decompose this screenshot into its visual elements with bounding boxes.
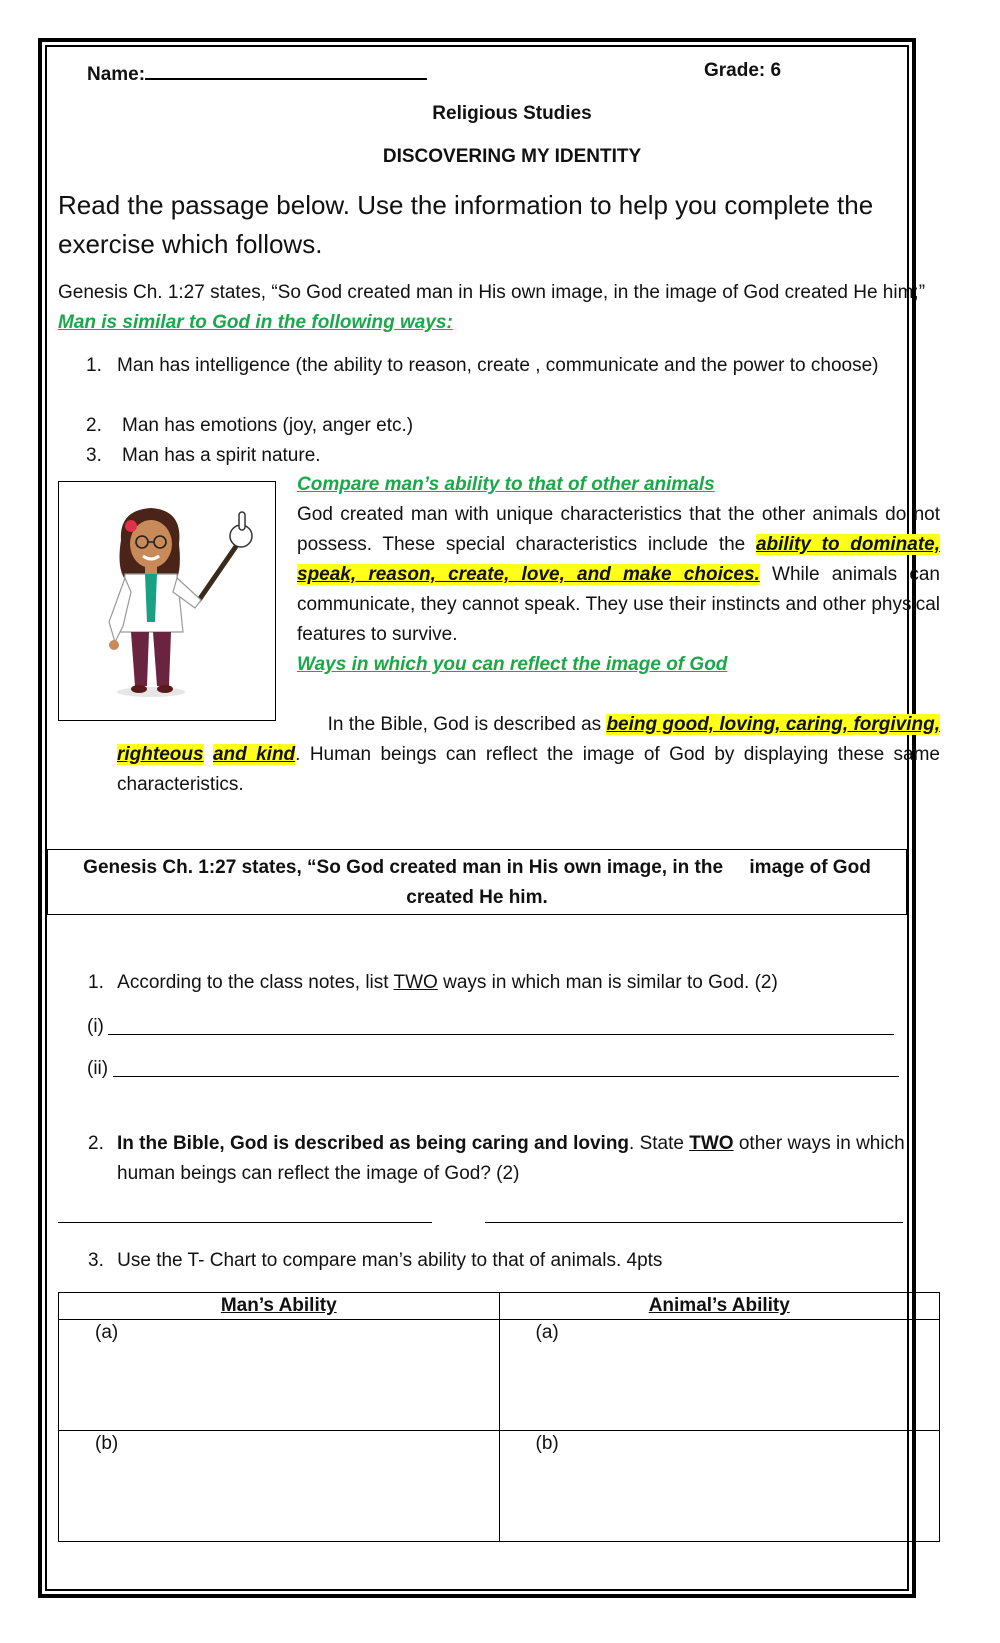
question-1-text-a: According to the class notes, list (117, 972, 394, 993)
row-label: (b) (535, 1433, 559, 1454)
reflect-text-a: In the Bible, God is described as (327, 714, 607, 735)
question-1-emphasis: TWO (393, 972, 438, 993)
row-label: (a) (95, 1322, 119, 1343)
answer-ii-label: (ii) (87, 1058, 109, 1079)
reflect-highlight-1: being good, loving, caring, forgiving, (606, 714, 940, 735)
reflect-line-1 (297, 710, 940, 740)
question-1 (88, 968, 938, 998)
way-item-3 (86, 441, 940, 471)
reflect-highlight-2: righteous (117, 744, 204, 765)
question-2-text (117, 1129, 908, 1189)
compare-text-a: God created man with unique characteristics that the other animals do not possess. These special characteristics include the (297, 504, 940, 555)
name-field[interactable] (87, 60, 427, 86)
question-2 (88, 1129, 908, 1189)
compare-text-b: While animals can communicate, they cannot speak. They use their instincts and other physical features to survive. (297, 564, 940, 645)
reflect-heading (297, 650, 940, 680)
question-2-emphasis: TWO (689, 1133, 734, 1154)
instructions: Read the passage below. Use the information to help you complete the exercise which follows. (58, 190, 874, 259)
banner-line-2: created He him. (406, 887, 548, 908)
answer-2a-line[interactable] (58, 1222, 432, 1223)
question-1-text-b: ways in which man is similar to God. (2) (437, 972, 778, 993)
t-chart (58, 1292, 940, 1542)
banner-line-1: Genesis Ch. 1:27 states, “So God created man in His own image, in the image of God (83, 857, 871, 878)
way-item-2 (86, 411, 940, 441)
t-chart-cell-animal-b[interactable] (499, 1431, 940, 1542)
question-number: 1. (88, 972, 104, 993)
question-number: 2. (88, 1133, 104, 1154)
row-label: (a) (535, 1322, 559, 1343)
genesis-intro (58, 278, 940, 338)
question-2-text-a: . State (629, 1133, 690, 1154)
similar-heading: Man is similar to God in the following ways: (58, 312, 453, 333)
question-3 (88, 1246, 938, 1276)
page-title: DISCOVERING MY IDENTITY (382, 146, 642, 167)
t-chart-header-man: Man’s Ability (59, 1293, 500, 1320)
subject-title: Religious Studies (432, 103, 592, 124)
question-2-bold: In the Bible, God is described as being caring and loving (117, 1133, 630, 1154)
way-number: 1. (86, 355, 102, 376)
question-3-text: Use the T- Chart to compare man’s ability to that of animals. 4pts (117, 1250, 663, 1271)
way-text: Man has a spirit nature. (122, 445, 321, 466)
compare-paragraph (297, 500, 940, 650)
way-text: Man has intelligence (the ability to reason, create , communicate and the power to choose) (117, 355, 879, 376)
genesis-banner (47, 849, 907, 915)
teacher-illustration-frame (58, 481, 276, 721)
name-blank[interactable] (145, 60, 427, 80)
answer-2b-line[interactable] (485, 1222, 903, 1223)
genesis-quote: Genesis Ch. 1:27 states, “So God created man in His own image, in the image of God created He him;” (58, 282, 926, 303)
name-label: Name: (87, 64, 146, 85)
compare-highlight: ability to dominate, speak, reason, create, love, and make choices. (297, 534, 940, 585)
t-chart-header-animal: Animal’s Ability (499, 1293, 940, 1320)
question-number: 3. (88, 1250, 104, 1271)
reflect-heading-text: Ways in which you can reflect the image of God (297, 654, 728, 675)
row-label: (b) (95, 1433, 119, 1454)
t-chart-cell-man-a[interactable] (59, 1320, 500, 1431)
t-chart-cell-man-b[interactable] (59, 1431, 500, 1542)
teacher-with-pointer-icon (59, 482, 274, 719)
answer-i-label: (i) (87, 1016, 104, 1037)
way-number: 3. (86, 445, 102, 466)
question-2-text-b: other ways in which human beings can reflect the image of God? (2) (117, 1133, 905, 1184)
way-item-1 (86, 351, 940, 381)
reflect-line-2 (117, 740, 940, 800)
reflect-text-b: . Human beings can reflect the image of God by displaying these same characteristics. (117, 744, 940, 795)
t-chart-cell-animal-a[interactable] (499, 1320, 940, 1431)
way-text: Man has emotions (joy, anger etc.) (122, 415, 414, 436)
answer-i-line[interactable] (108, 1034, 894, 1035)
reflect-highlight-3: and kind (212, 744, 296, 765)
compare-heading-text: Compare man’s ability to that of other animals (297, 474, 715, 495)
answer-ii-line[interactable] (113, 1076, 899, 1077)
grade-label: Grade: 6 (704, 60, 782, 81)
compare-heading (297, 470, 940, 500)
way-number: 2. (86, 415, 102, 436)
